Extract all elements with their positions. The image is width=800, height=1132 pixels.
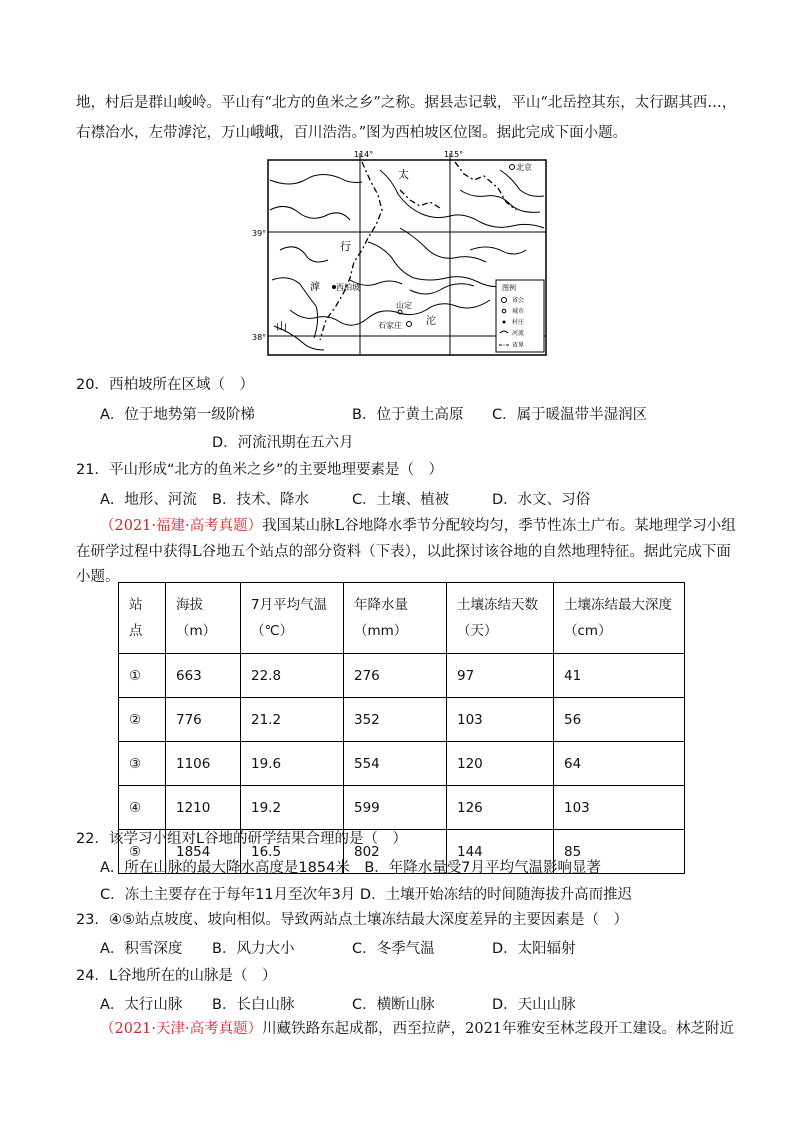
q23-option-c[interactable]: C．冬季气温 <box>352 941 435 957</box>
q20-option-c[interactable]: C．属于暖温带半湿润区 <box>492 407 648 423</box>
header-altitude: 海拔 （m） <box>166 583 241 654</box>
cell: 19.2 <box>241 786 344 830</box>
cell: 554 <box>344 742 447 786</box>
q20-option-a[interactable]: A．位于地势第一级阶梯 <box>100 407 255 423</box>
cell: 41 <box>554 654 685 698</box>
cell: 776 <box>166 698 241 742</box>
cell: 599 <box>344 786 447 830</box>
q24-option-d[interactable]: D．天山山脉 <box>492 997 576 1013</box>
cell: ③ <box>119 742 166 786</box>
q23-option-d[interactable]: D．太阳辐射 <box>492 941 576 957</box>
map-label-tai: 太 <box>398 168 409 181</box>
q22-stem: 22．该学习小组对L谷地的研学结果合理的是（ ） <box>76 831 408 847</box>
passage3-text-1: 川藏铁路东起成都，西至拉萨，2021年雅安至林芝段开工建设。林芝附近 <box>262 1021 735 1037</box>
q24-option-b[interactable]: B．长白山脉 <box>212 997 295 1013</box>
map-label-shijiazhuang: 石家庄 <box>378 321 402 330</box>
cell: 19.6 <box>241 742 344 786</box>
q20-option-d[interactable]: D．河流汛期在五六月 <box>212 435 354 451</box>
passage3-line-1 <box>100 1014 760 1044</box>
cell: 64 <box>554 742 685 786</box>
cell: 16.5 <box>241 830 344 874</box>
passage2-text-1: 我国某山脉L谷地降水季节分配较均匀，季节性冻土广布。某地理学习小组 <box>262 518 736 534</box>
map-label-shan: 山 <box>276 320 287 333</box>
lon-115-label: 115° <box>444 150 464 159</box>
q21-option-c[interactable]: C．土壤、植被 <box>352 492 450 508</box>
passage2-source: （2021·福建·高考真题） <box>100 518 263 534</box>
lon-114-label: 114° <box>354 150 374 159</box>
cell: 352 <box>344 698 447 742</box>
passage3-source: （2021·天津·高考真题） <box>100 1021 263 1037</box>
passage2-line-3: 小题。 <box>76 569 120 585</box>
cell: 126 <box>447 786 554 830</box>
beijing-marker-icon <box>510 165 515 170</box>
map-label-xibaipo: 西柏坡 <box>336 283 360 292</box>
legend-title: 图例 <box>502 284 516 292</box>
xibaipo-location-map <box>250 150 550 360</box>
q21-option-a[interactable]: A．地形、河流 <box>100 492 197 508</box>
intro-line-1: 地，村后是群山峻岭。平山有“北方的鱼米之乡”之称。据县志记载，平山“北岳控其东，太行踞其西…， <box>76 95 737 111</box>
q24-stem: 24．L谷地所在的山脉是（ ） <box>76 968 277 984</box>
map-label-hang: 行 <box>340 240 351 253</box>
cell: 276 <box>344 654 447 698</box>
q23-option-b[interactable]: B．风力大小 <box>212 941 295 957</box>
legend-item-village: 村庄 <box>512 319 525 326</box>
cell: 1854 <box>166 830 241 874</box>
cell: ④ <box>119 786 166 830</box>
cell: 120 <box>447 742 554 786</box>
cell: 1210 <box>166 786 241 830</box>
q21-option-b[interactable]: B．技术、降水 <box>212 492 309 508</box>
q23-option-a[interactable]: A．积雪深度 <box>100 941 183 957</box>
cell: 97 <box>447 654 554 698</box>
cell: 144 <box>447 830 554 874</box>
q24-option-a[interactable]: A．太行山脉 <box>100 997 183 1013</box>
cell: 56 <box>554 698 685 742</box>
legend-item-capital: 省会 <box>512 297 525 304</box>
cell: ② <box>119 698 166 742</box>
table-row <box>119 786 685 830</box>
q20-stem: 20．西柏坡所在区域（ ） <box>76 377 254 393</box>
cell: 103 <box>554 786 685 830</box>
map-label-hu: 滹 <box>310 282 320 293</box>
header-station: 站 点 <box>119 583 166 654</box>
xibaipo-marker-icon <box>332 285 336 289</box>
cell: 663 <box>166 654 241 698</box>
q23-stem: 23．④⑤站点坡度、坡向相似。导致两站点土壤冻结最大深度差异的主要因素是（ ） <box>76 912 628 928</box>
lat-39-label: 39° <box>252 229 267 238</box>
map-label-beijing: 北京 <box>516 163 532 172</box>
table-row <box>119 698 685 742</box>
q24-option-c[interactable]: C．横断山脉 <box>352 997 435 1013</box>
table-row <box>119 742 685 786</box>
cell: 103 <box>447 698 554 742</box>
q21-stem: 21．平山形成“北方的鱼米之乡”的主要地理要素是（ ） <box>76 462 443 478</box>
q22-options-line-1[interactable]: A．所在山脉的最大降水高度是1854米 B．年降水量受7月平均气温影响显著 <box>100 860 601 876</box>
header-frozen-days: 土壤冻结天数 （天） <box>447 583 554 654</box>
cell: ⑤ <box>119 830 166 874</box>
lat-38-label: 38° <box>252 333 267 342</box>
cell: ① <box>119 654 166 698</box>
q22-options-line-2[interactable]: C．冻土主要存在于每年11月至次年3月 D．土壤开始冻结的时间随海拔升高而推迟 <box>100 887 633 903</box>
table-header-row <box>119 583 685 654</box>
cell: 21.2 <box>241 698 344 742</box>
cell: 22.8 <box>241 654 344 698</box>
header-frozen-depth: 土壤冻结最大深度 （cm） <box>554 583 685 654</box>
legend-item-city: 城市 <box>512 308 525 315</box>
map-label-pingshan: 山定 <box>396 301 412 310</box>
cell: 802 <box>344 830 447 874</box>
legend-item-river: 河流 <box>512 330 525 337</box>
passage2-line-2: 在研学过程中获得L谷地五个站点的部分资料（下表），以此探讨该谷地的自然地理特征。据此完成下面 <box>76 544 731 560</box>
shijiazhuang-marker-icon <box>407 322 412 327</box>
legend-item-boundary: 省界 <box>512 342 525 349</box>
intro-line-2: 右襟冶水，左带滹沱，万山峨峨，百川浩浩。”图为西柏坡区位图。据此完成下面小题。 <box>76 125 628 141</box>
q21-option-d[interactable]: D．水文、习俗 <box>492 492 591 508</box>
cell: 85 <box>554 830 685 874</box>
table-row <box>119 654 685 698</box>
header-annual-precip: 年降水量 （mm） <box>344 583 447 654</box>
header-july-temp: 7月平均气温 （℃） <box>241 583 344 654</box>
map-legend <box>496 280 544 352</box>
cell: 1106 <box>166 742 241 786</box>
map-label-tuo: 沱 <box>426 316 436 327</box>
q20-option-b[interactable]: B．位于黄土高原 <box>352 407 464 423</box>
